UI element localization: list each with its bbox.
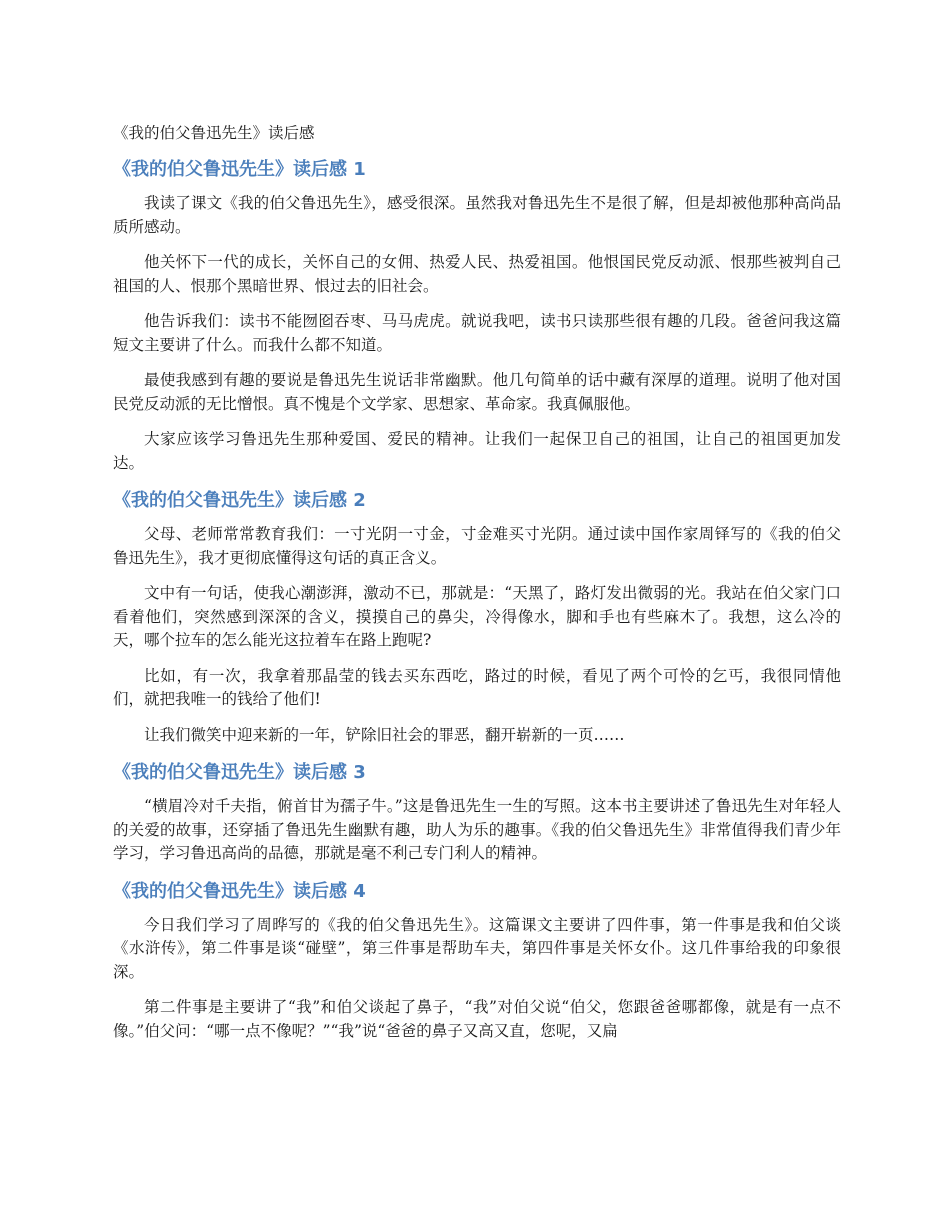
paragraph: “横眉冷对千夫指，俯首甘为孺子牛。”这是鲁迅先生一生的写照。这本书主要讲述了鲁迅先生对年轻人的关爱的故事，还穿插了鲁迅先生幽默有趣，助人为乐的趣事。《我的伯父鲁迅先生》非常值得我们青少年学习，学习鲁迅高尚的品德，那就是毫不利己专门利人的精神。 bbox=[113, 797, 841, 862]
paragraph: 让我们微笑中迎来新的一年，铲除旧社会的罪恶，翻开崭新的一页…… bbox=[144, 725, 625, 744]
essay-section-4 bbox=[113, 878, 841, 1044]
paragraph: 大家应该学习鲁迅先生那种爱国、爱民的精神。让我们一起保卫自己的祖国，让自己的祖国更加发达。 bbox=[113, 430, 841, 472]
section-heading: 《我的伯父鲁迅先生》读后感 2 bbox=[113, 490, 366, 511]
essay-section-3 bbox=[113, 759, 841, 866]
section-heading: 《我的伯父鲁迅先生》读后感 4 bbox=[113, 880, 366, 902]
essay-section-1 bbox=[113, 156, 841, 475]
paragraph: 文中有一句话，使我心潮澎湃，激动不已，那就是：“天黑了，路灯发出微弱的光。我站在伯父家门口看着他们，突然感到深深的含义，摸摸自己的鼻尖，冷得像水，脚和手也有些麻木了。我想，这么冷的天，哪个拉车的怎么能光这拉着车在路上跑呢? bbox=[113, 584, 841, 649]
paragraph: 我读了课文《我的伯父鲁迅先生》，感受很深。虽然我对鲁迅先生不是很了解，但是却被他那种高尚品质所感动。 bbox=[113, 194, 841, 236]
document-page bbox=[113, 120, 841, 1055]
essay-section-2 bbox=[113, 487, 841, 747]
paragraph: 今日我们学习了周晔写的《我的伯父鲁迅先生》。这篇课文主要讲了四件事，第一件事是我和伯父谈《水浒传》，第二件事是谈“碰壁”，第三件事是帮助车夫，第四件事是关怀女仆。这几件事给我的印象很深。 bbox=[113, 915, 841, 981]
paragraph: 他关怀下一代的成长，关怀自己的女佣、热爱人民、热爱祖国。他恨国民党反动派、恨那些被判自己祖国的人、恨那个黑暗世界、恨过去的旧社会。 bbox=[113, 253, 841, 295]
paragraph: 比如，有一次，我拿着那晶莹的钱去买东西吃，路过的时候，看见了两个可怜的乞丐，我很同情他们，就把我唯一的钱给了他们! bbox=[113, 666, 841, 708]
paragraph: 他告诉我们：读书不能囫囵吞枣、马马虎虎。就说我吧，读书只读那些很有趣的几段。爸爸问我这篇短文主要讲了什么。而我什么都不知道。 bbox=[113, 312, 841, 354]
section-heading: 《我的伯父鲁迅先生》读后感 1 bbox=[113, 159, 366, 180]
paragraph: 最使我感到有趣的要说是鲁迅先生说话非常幽默。他几句简单的话中藏有深厚的道理。说明了他对国民党反动派的无比憎恨。真不愧是个文学家、思想家、革命家。我真佩服他。 bbox=[113, 371, 841, 413]
document-title: 《我的伯父鲁迅先生》读后感 bbox=[113, 124, 315, 142]
section-heading: 《我的伯父鲁迅先生》读后感 3 bbox=[113, 762, 366, 783]
paragraph: 父母、老师常常教育我们：一寸光阴一寸金，寸金难买寸光阴。通过读中国作家周铎写的《我的伯父鲁迅先生》，我才更彻底懂得这句话的真正含义。 bbox=[113, 525, 841, 567]
paragraph: 第二件事是主要讲了“我”和伯父谈起了鼻子，“我”对伯父说“伯父，您跟爸爸哪都像，就是有一点不像。”伯父问：“哪一点不像呢？”“我”说“爸爸的鼻子又高又直，您呢，又扁 bbox=[113, 998, 841, 1040]
